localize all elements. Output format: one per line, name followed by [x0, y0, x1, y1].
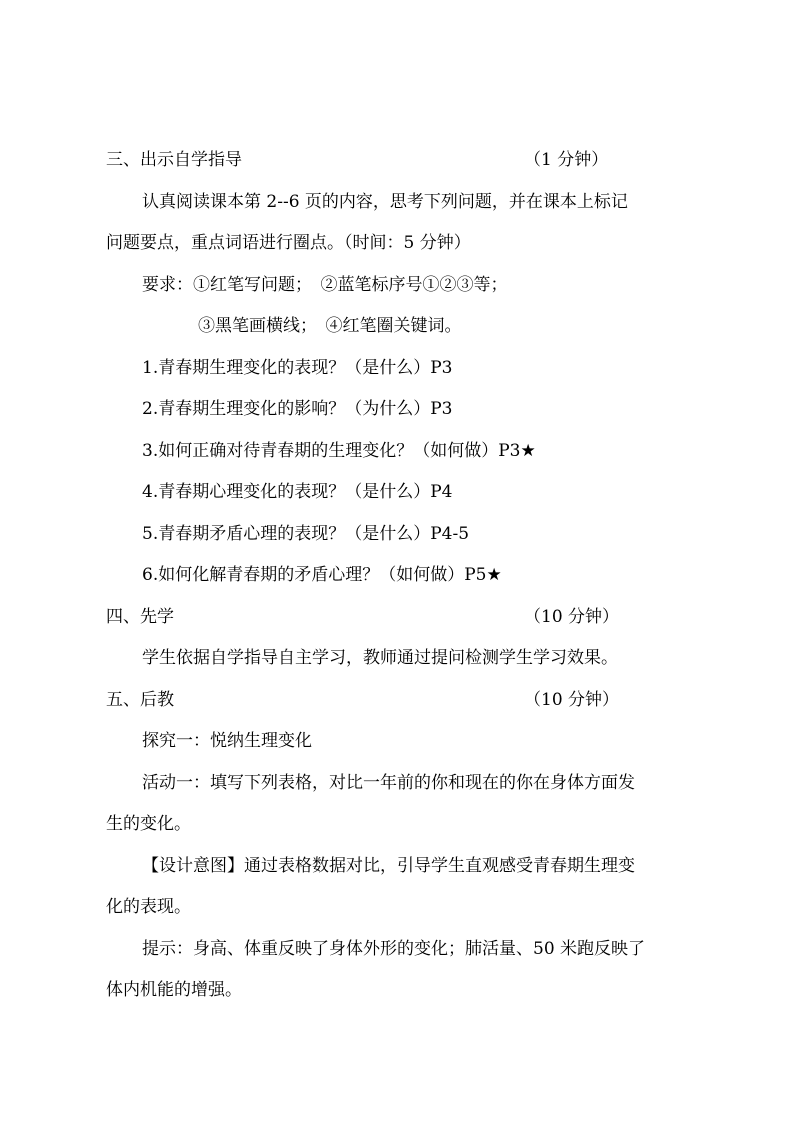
question-item: 2.青春期生理变化的影响？（为什么）P3: [142, 399, 453, 419]
question-item: 3.如何正确对待青春期的生理变化？（如何做）P3★: [142, 441, 536, 461]
question-item: 4.青春期心理变化的表现？（是什么）P4: [142, 482, 453, 502]
hint-line2: 体内机能的增强。: [106, 980, 242, 1000]
question-item: 5.青春期矛盾心理的表现？（是什么）P4-5: [142, 524, 470, 544]
section-3-requirements-line1: 要求：①红笔写问题； ②蓝笔标序号①②③等；: [142, 275, 508, 295]
activity-line2: 生的变化。: [106, 814, 191, 834]
design-intent-line2: 化的表现。: [106, 897, 191, 917]
section-3-intro-line2: 问题要点，重点词语进行圈点。（时间：5 分钟）: [106, 233, 471, 253]
hint-line1: 提示：身高、体重反映了身体外形的变化；肺活量、50 米跑反映了: [142, 939, 646, 959]
question-item: 6.如何化解青春期的矛盾心理？（如何做）P5★: [142, 565, 502, 585]
section-5-time: （10 分钟）: [524, 690, 620, 710]
section-4-heading: 四、先学: [106, 607, 174, 627]
design-intent-line1: 【设计意图】通过表格数据对比，引导学生直观感受青春期生理变: [142, 856, 635, 876]
explore-title: 探究一：悦纳生理变化: [142, 731, 312, 751]
question-item: 1.青春期生理变化的表现？（是什么）P3: [142, 358, 453, 378]
section-3-intro-line1: 认真阅读课本第 2--6 页的内容，思考下列问题，并在课本上标记: [142, 192, 628, 212]
section-5-heading: 五、后教: [106, 690, 174, 710]
section-3-requirements-line2: ③黑笔画横线； ④红笔圈关键词。: [198, 316, 462, 336]
section-4-time: （10 分钟）: [524, 607, 620, 627]
section-3-heading: 三、出示自学指导: [106, 150, 242, 170]
section-3-time: （1 分钟）: [524, 150, 609, 170]
section-4-body: 学生依据自学指导自主学习，教师通过提问检测学生学习效果。: [142, 648, 618, 668]
activity-line1: 活动一：填写下列表格，对比一年前的你和现在的你在身体方面发: [142, 773, 635, 793]
